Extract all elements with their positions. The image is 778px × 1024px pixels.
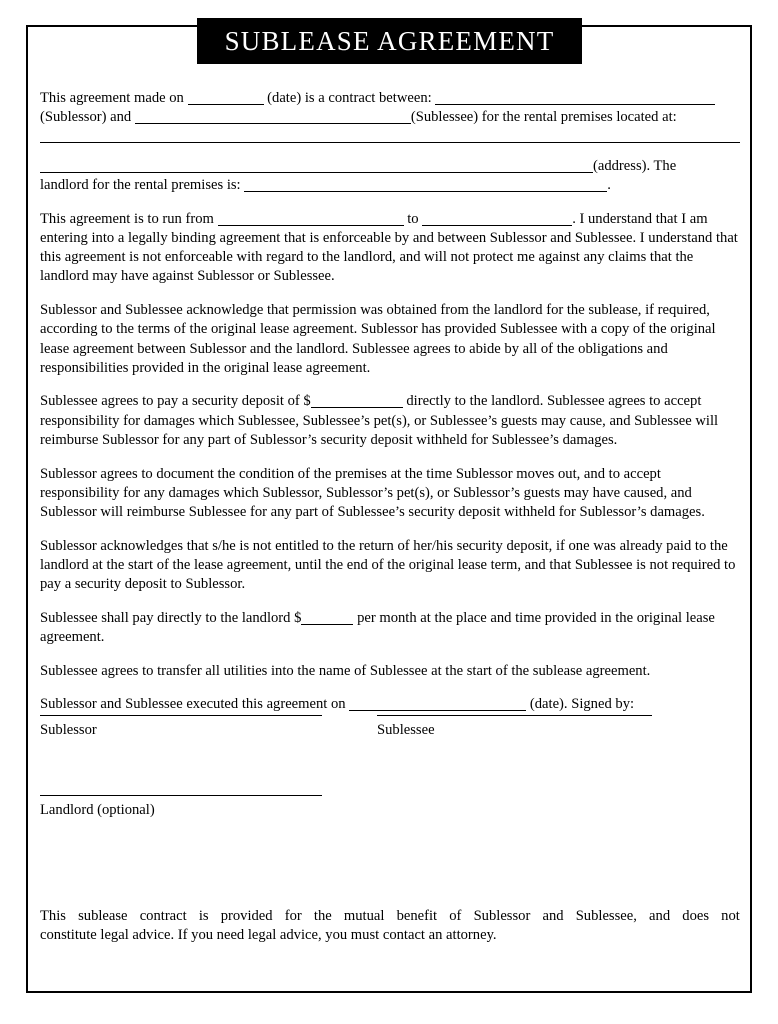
security-deposit-amount-blank-field[interactable] bbox=[311, 395, 403, 408]
parties-paragraph bbox=[40, 89, 740, 127]
landlord-period: . bbox=[607, 177, 611, 194]
address-paragraph bbox=[40, 157, 740, 195]
term-end-blank-field[interactable] bbox=[422, 213, 572, 226]
landlord-signature-group bbox=[40, 795, 322, 820]
address-label: (address). The bbox=[593, 157, 677, 174]
date-blank-field[interactable] bbox=[188, 92, 264, 105]
disclaimer-text-2: constitute legal advice. If you need legal advice, you must contact an attorney. bbox=[40, 927, 497, 944]
disclaimer-text-1: This sublease contract is provided for the mutual benefit of Sublessor and Sublessee, and does not bbox=[40, 908, 740, 924]
sublessor-signature-label: Sublessor bbox=[40, 722, 97, 738]
executed-lead: Sublessor and Sublessee executed this agreement on bbox=[40, 696, 346, 713]
document-page bbox=[26, 25, 752, 993]
intro-line2-tail: (Sublessee) for the rental premises located at: bbox=[410, 109, 677, 126]
sublessor-signature-group bbox=[40, 715, 322, 740]
rent-lead: Sublessee shall pay directly to the landlord $ bbox=[40, 609, 302, 626]
disclaimer-line-1 bbox=[40, 907, 740, 926]
monthly-rent-blank-field[interactable] bbox=[301, 612, 353, 625]
term-start-blank-field[interactable] bbox=[218, 213, 404, 226]
premises-condition-paragraph: Sublessor agrees to document the condition of the premises at the time Sublessor moves out, and to accept responsibility for any damages which Sublessor, Sublessor’s pet(s), or Sublessor’s guests may have caused, and Sublessor will reimburse Sublessee for any part of Sublessee’s security deposit withheld for Sublessor’s damages. bbox=[40, 465, 705, 520]
rent-tail: per month at the place and time provided in the original lease agreement. bbox=[40, 609, 715, 645]
address-blank-field-2[interactable] bbox=[40, 160, 593, 173]
execution-paragraph bbox=[40, 695, 740, 714]
term-tail: . I understand that I am entering into a legally binding agreement that is enforceable by and between Sublessor and Sublessee. I understand that this agreement is not enforceable with regard to the landlord, and will not protect me against any claims that the landlord may have against Sublessor or Sublessee. bbox=[40, 210, 738, 285]
landlord-signature-label: Landlord (optional) bbox=[40, 802, 155, 818]
permission-paragraph: Sublessor and Sublessee acknowledge that permission was obtained from the landlord for the sublease, if required, according to the terms of the original lease agreement. Sublessor has provided Sublessee with a copy of the original lease agreement between Sublessor and the landlord. Sublessee agrees to abide by all of the obligations and responsibilities provided in the original lease agreement. bbox=[40, 302, 716, 376]
sublessee-signature-group bbox=[377, 715, 652, 740]
disclaimer-line-2 bbox=[40, 926, 740, 945]
term-mid: to bbox=[407, 210, 419, 227]
term-lead: This agreement is to run from bbox=[40, 210, 214, 227]
sublessee-signature-label: Sublessee bbox=[377, 722, 435, 738]
intro-line2-lead: (Sublessor) and bbox=[40, 109, 132, 126]
utilities-paragraph: Sublessee agrees to transfer all utilities into the name of Sublessee at the start of the sublease agreement. bbox=[40, 662, 651, 679]
deposit-lead: Sublessee agrees to pay a security deposit of $ bbox=[40, 393, 311, 410]
sublessee-name-blank-field[interactable] bbox=[135, 111, 411, 124]
landlord-lead: landlord for the rental premises is: bbox=[40, 177, 241, 194]
intro-line1-tail: (date) is a contract between: bbox=[267, 90, 432, 106]
intro-line1-lead: This agreement made on bbox=[40, 90, 184, 106]
deposit-return-paragraph: Sublessor acknowledges that s/he is not entitled to the return of her/his security deposit, if one was already paid to the landlord at the start of the lease agreement, until the end of the original lease term, and that Sublessee is not required to pay a security deposit to Sublessor. bbox=[40, 537, 736, 593]
security-deposit-paragraph bbox=[40, 392, 740, 450]
term-paragraph bbox=[40, 210, 740, 287]
legal-disclaimer bbox=[40, 907, 740, 945]
executed-tail: (date). Signed by: bbox=[529, 696, 635, 713]
rent-paragraph bbox=[40, 609, 740, 647]
sublessor-name-blank-field[interactable] bbox=[435, 92, 715, 105]
document-title-banner bbox=[197, 18, 582, 64]
execution-date-blank-field[interactable] bbox=[349, 698, 526, 711]
page-title: SUBLEASE AGREEMENT bbox=[224, 25, 555, 56]
signature-row-primary bbox=[40, 715, 740, 769]
deposit-tail: directly to the landlord. Sublessee agrees to accept responsibility for damages which Sublessee, Sublessee’s pet(s), or Sublessee’s guests may cause, and Sublessee will reimburse Sublessor for any part of Sublessor’s security deposit withheld for Sublessee’s damages. bbox=[40, 393, 719, 448]
signature-block bbox=[40, 715, 740, 769]
document-body bbox=[40, 89, 740, 715]
address-blank-line-1[interactable] bbox=[40, 142, 740, 143]
landlord-name-blank-field[interactable] bbox=[244, 179, 607, 192]
